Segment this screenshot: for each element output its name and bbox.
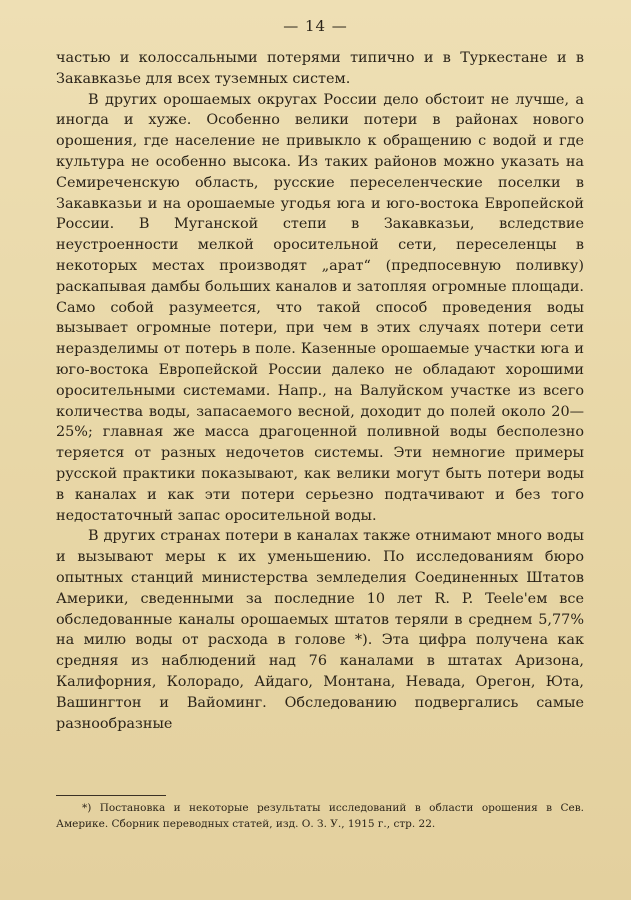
footnote-divider xyxy=(56,795,166,796)
paragraph-russia-losses: В других орошаемых округах России дело обстоит не лучше, а иногда и хуже. Особенно велики потери в районах нового орошения, где население не привыкло к обращению с водой и где культура не особенно высока. Из таких районов можно указать на Семиреченскую область, русские переселенческие поселки в Закавказьи и на орошаемые угодья юга и юго-востока Европейской России. В Муганской степи в Закавказьи, вследствие неустроенности мелкой оросительной сети, переселенцы в некоторых местах производят „арат“ (предпосевную поливку) раскапывая дамбы больших каналов и затопляя огромные площади. Само собой разумеется, что такой способ проведения воды вызывает огромные потери, при чем в этих случаях потери сети неразделимы от потерь в поле. Казенные орошаемые участки юга и юго-востока Европейской России далеко не обладают хорошими оросительными системами. Напр., на Валуйском участке из всего количества воды, запасаемого весной, доходит до полей около 20—25%; главная же масса драгоценной поливной воды бесполезно теряется от разных недочетов системы. Эти немногие примеры русской практики показывают, как велики могут быть потери воды в каналах и как эти потери серьезно подтачивают и без того недостаточный запас оросительной воды. xyxy=(56,91,584,524)
page-body xyxy=(56,48,584,734)
paragraph-other-countries: В других странах потери в каналах также отнимают много воды и вызывают меры к их уменьшению. По исследованиям бюро опытных станций министерства земледелия Соединенных Штатов Америки, сведенными за последние 10 лет R. P. Teele'ем все обследованные каналы орошаемых штатов теряли в среднем 5,77% на милю воды от расхода в голове *). Эта цифра получена как средняя из наблюдений над 76 каналами в штатах Аризона, Калифорния, Колорадо, Айдаго, Монтана, Невада, Орегон, Юта, Вашингтон и Вайоминг. Обследованию подвергались самые разнообразные xyxy=(56,528,584,732)
footnote: *) Постановка и некоторые результаты исследований в области орошения в Сев. Америке. Сборник переводных статей, изд. О. З. У., 1915 г., стр. 22. xyxy=(56,802,584,830)
paragraph-continuation: частью и колоссальными потерями типично и в Туркестане и в Закавказье для всех туземных систем. xyxy=(56,50,584,87)
page-number: — 14 — xyxy=(283,17,348,35)
